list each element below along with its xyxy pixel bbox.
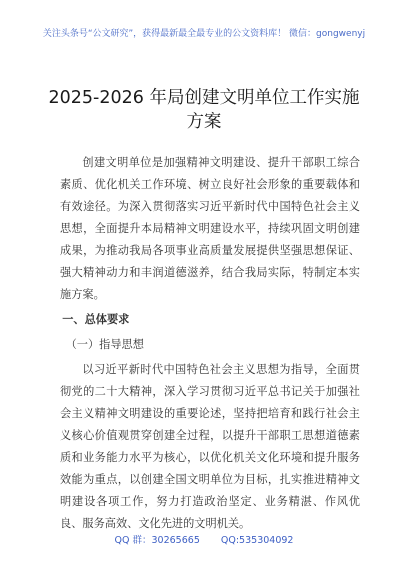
guiding-ideology-paragraph: 以习近平新时代中国特色社会主义思想为指导，全面贯彻党的二十大精神，深入学习贯彻习近平总书记关于加强社会主义精神文明建设的重要论述，坚持把培育和践行社会主义核心价值观贯穿创建全过程，以提升干部职工思想道德素质和业务能力水平为核心，以优化机关文化环境和提升服务效能为重点，以创建全国文明单位为目标，扎实推进精神文明建设各项工作，努力打造政治坚定、业务精湛、作风优良、服务高效、文化先进的文明机关。 <box>60 363 360 530</box>
document-body <box>60 152 360 535</box>
footer-qq-number: QQ:535304092 <box>220 535 294 546</box>
title-line-2: 方案 <box>186 112 222 132</box>
header-promo-note: 关注头条号“公文研究”，获得最新最全最专业的公文资料库！ 微信：gongwenyj <box>42 29 366 39</box>
title-line-1: 2025-2026 年局创建文明单位工作实施 <box>48 88 360 108</box>
subsection-heading-guiding-ideology: （一）指导思想 <box>65 338 144 351</box>
section-heading-overall-requirements: 一、总体要求 <box>62 313 130 326</box>
footer-qq-group: QQ 群：30265665 <box>114 535 200 546</box>
intro-paragraph: 创建文明单位是加强精神文明建设、提升干部职工综合素质、优化机关工作环境、树立良好社会形象的重要载体和有效途径。为深入贯彻落实习近平新时代中国特色社会主义思想，全面提升本局精神文明建设水平，持续巩固文明创建成果，为推动我局各项事业高质量发展提供坚强思想保证、强大精神动力和丰润道德滋养，结合我局实际，特制定本实施方案。 <box>60 156 360 301</box>
footer-contact <box>0 532 408 546</box>
document-title <box>40 86 368 134</box>
